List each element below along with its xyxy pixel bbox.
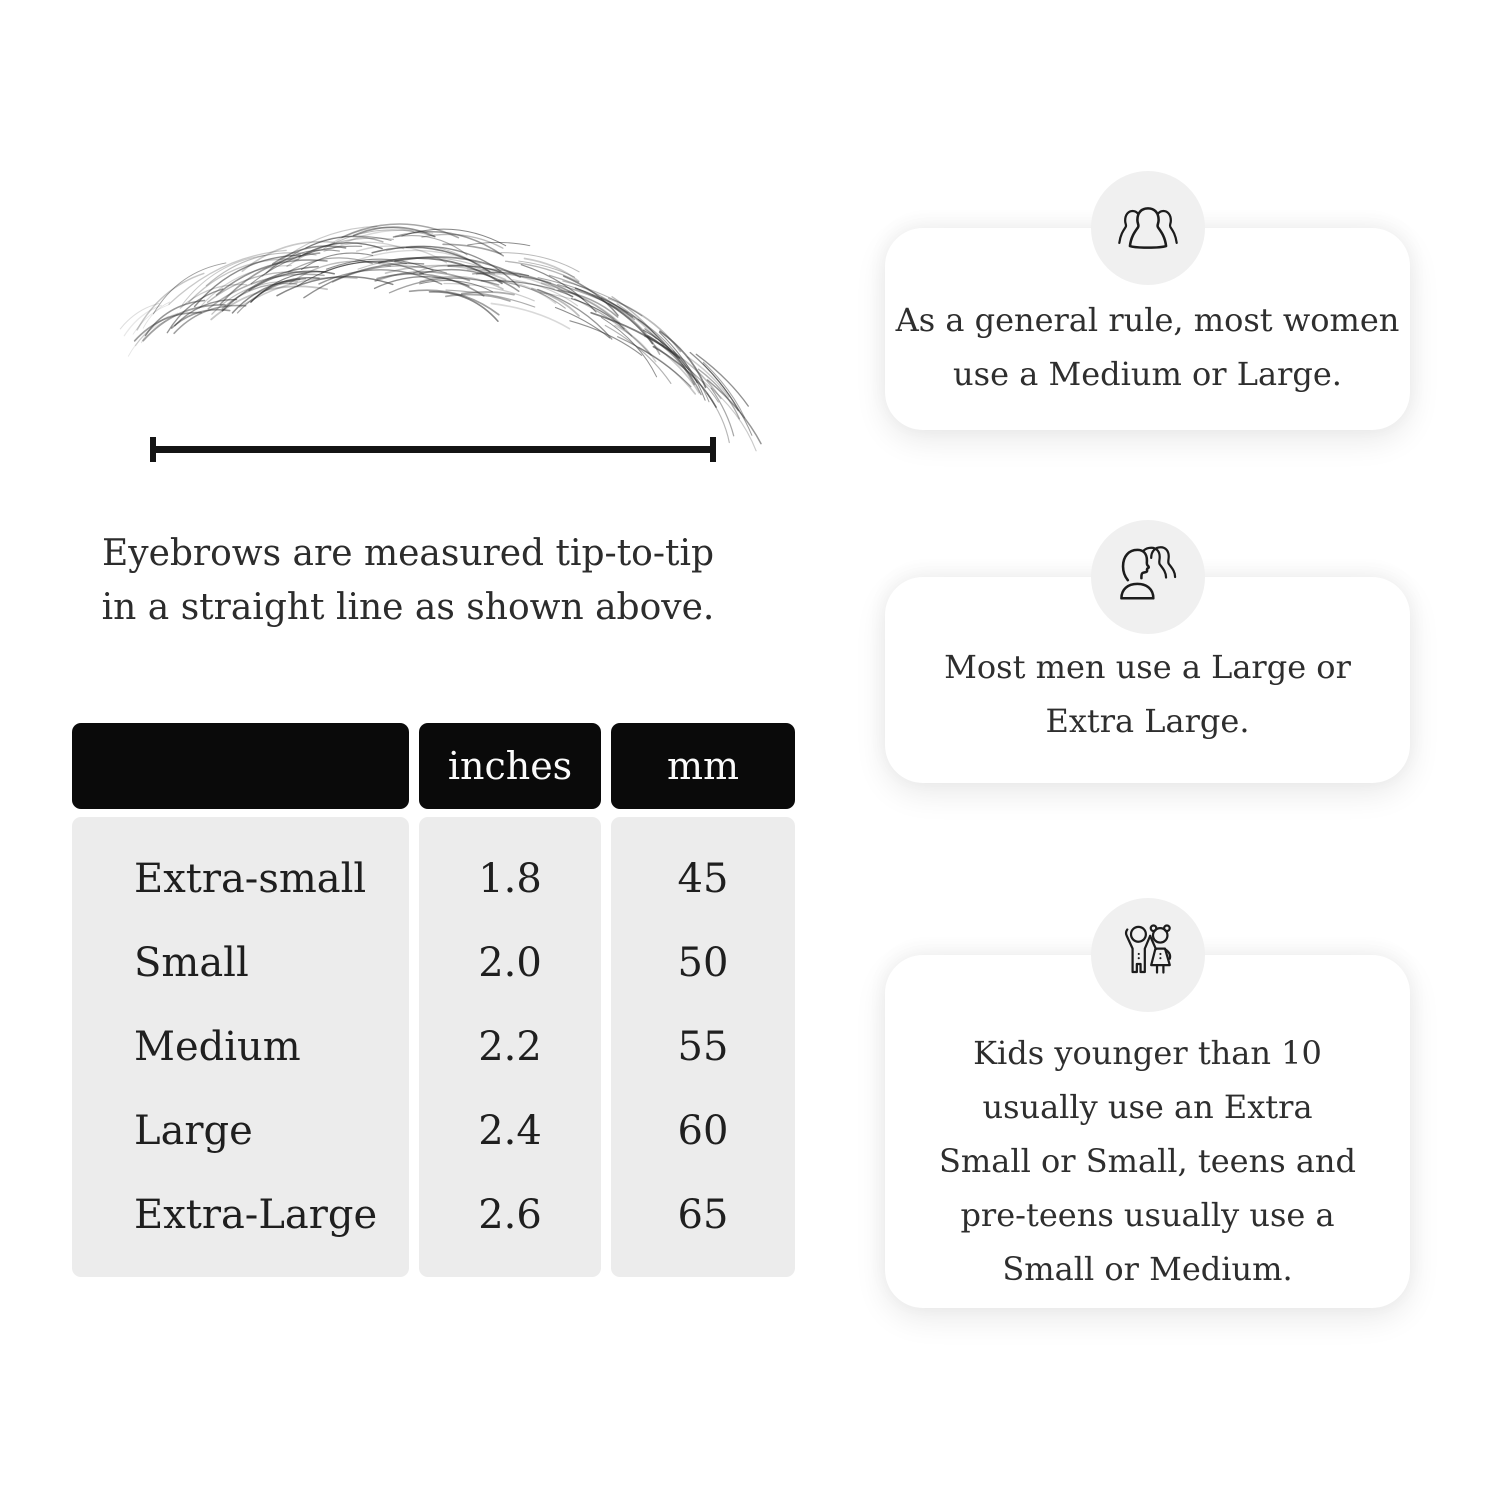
card-text-line: Kids younger than 10 [973, 1033, 1322, 1072]
card-text-line: Small or Small, teens and [939, 1141, 1356, 1180]
measurement-line-bar [156, 446, 710, 453]
size-label: Small [134, 940, 249, 986]
size-label: Large [134, 1108, 253, 1154]
kids-icon [1091, 898, 1205, 1012]
measurement-caption-line-2: in a straight line as shown above. [101, 587, 715, 628]
card-text-line: Small or Medium. [1002, 1249, 1293, 1288]
size-header-mm: mm [611, 723, 795, 809]
card-text-line: pre-teens usually use a [960, 1195, 1335, 1234]
measurement-caption-line-1: Eyebrows are measured tip-to-tip [101, 533, 715, 574]
measurement-caption [72, 527, 744, 635]
size-mm-value: 55 [677, 1024, 729, 1070]
size-mm-value: 60 [677, 1108, 729, 1154]
size-header-blank [72, 723, 409, 809]
size-inches-value: 2.0 [478, 940, 542, 986]
size-column-inches [419, 723, 601, 1277]
size-table [72, 723, 795, 1277]
size-label: Extra-small [134, 856, 367, 902]
card-text-line: As a general rule, most women [895, 301, 1400, 339]
size-inches-value: 1.8 [478, 856, 542, 902]
card-text-line: Most men use a Large or [944, 648, 1351, 686]
size-label: Extra-Large [134, 1192, 378, 1238]
size-label: Medium [134, 1024, 301, 1070]
size-column-labels-body [72, 817, 409, 1277]
card-text-line: use a Medium or Large. [953, 355, 1342, 393]
card-text-line: Extra Large. [1045, 702, 1250, 740]
card-kids [885, 955, 1410, 1308]
size-mm-value: 50 [677, 940, 729, 986]
size-mm-value: 65 [677, 1192, 729, 1238]
women-group-icon [1091, 171, 1205, 285]
card-men [885, 577, 1410, 783]
card-women [885, 228, 1410, 430]
size-inches-value: 2.2 [478, 1024, 542, 1070]
men-group-icon [1091, 520, 1205, 634]
size-header-inches: inches [419, 723, 601, 809]
size-mm-value: 45 [677, 856, 729, 902]
size-inches-value: 2.4 [478, 1108, 542, 1154]
size-column-mm-body [611, 817, 795, 1277]
size-column-mm [611, 723, 795, 1277]
size-column-labels [72, 723, 409, 1277]
measurement-line [150, 437, 716, 462]
eyebrow-illustration [110, 235, 750, 415]
size-column-inches-body [419, 817, 601, 1277]
card-text-line: usually use an Extra [982, 1087, 1313, 1126]
size-inches-value: 2.6 [478, 1192, 542, 1238]
